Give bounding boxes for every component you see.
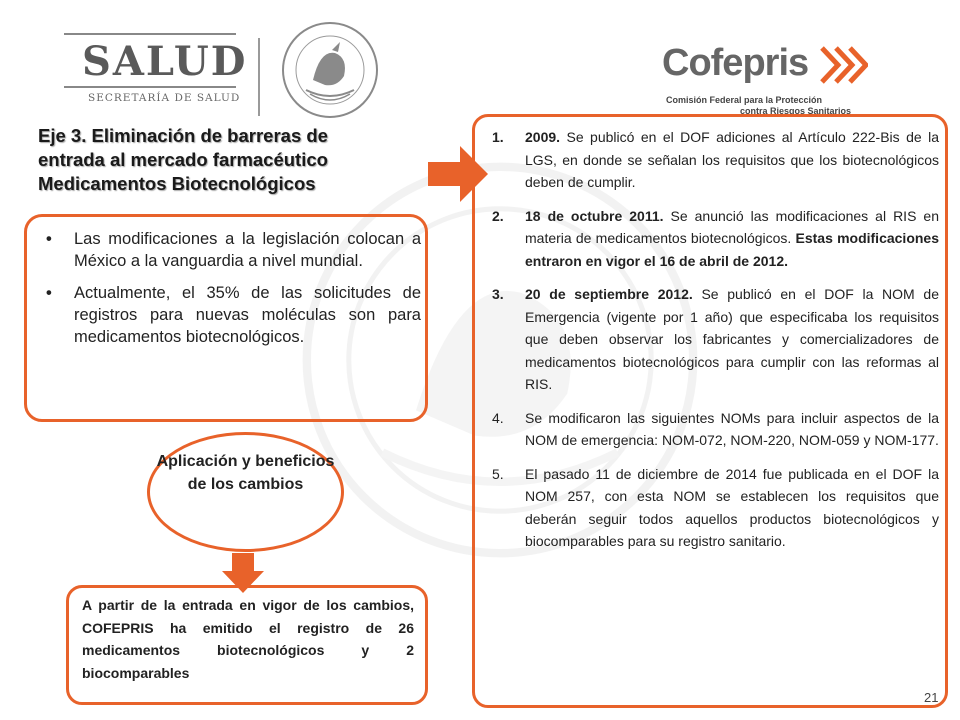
timeline-list <box>492 126 939 564</box>
timeline-item-lead: 18 de octubre 2011. <box>525 207 664 224</box>
timeline-item-number: 2. <box>492 207 504 224</box>
timeline-item <box>492 463 939 553</box>
timeline-item-number: 1. <box>492 129 504 145</box>
cofepris-logo-word: Cofepris <box>662 42 809 84</box>
bullet-marker: • <box>46 230 52 248</box>
logo-divider <box>258 38 260 116</box>
timeline-item-text: Se publicó en el DOF adiciones al Artículo 222-Bis de la LGS, en donde se señalan los requisitos que los biotecnológicos deben de cumplir. <box>525 129 939 190</box>
timeline-item <box>492 126 939 194</box>
timeline-item <box>492 407 939 452</box>
timeline-item-number: 4. <box>492 409 504 426</box>
timeline-item-text: Se modificaron las siguientes NOMs para incluir aspectos de la NOM de emergencia: NOM-072, NOM-220, NOM-059 y NOM-177. <box>525 409 939 448</box>
chevrons-icon <box>820 44 868 86</box>
bullet-item <box>46 282 421 348</box>
page-number: 21 <box>924 690 939 705</box>
timeline-item-tail: Estas modificaciones entraron en vigor el 16 de abril de 2012. <box>525 230 939 269</box>
bullet-text: Actualmente, el 35% de las solicitudes de registros para nuevas moléculas son para medicamentos biotecnológicos. <box>74 284 421 346</box>
bullet-text: Las modificaciones a la legislación colocan a México a la vanguardia a nivel mundial. <box>74 230 421 270</box>
cofepris-logo-subtitle-1: Comisión Federal para la Protección <box>666 95 823 105</box>
salud-logo-word: SALUD <box>82 38 248 85</box>
slide-title-line-3: Medicamentos Biotecnológicos <box>38 173 316 194</box>
timeline-item <box>492 283 939 396</box>
salud-logo-subtitle: SECRETARÍA DE SALUD <box>88 92 241 104</box>
coat-of-arms-seal-icon <box>280 20 380 120</box>
slide-title <box>38 124 398 196</box>
slide-title-line-2: entrada al mercado farmacéutico <box>38 149 328 170</box>
timeline-item-lead: 20 de septiembre 2012. <box>525 286 693 302</box>
timeline-item <box>492 205 939 273</box>
bullet-marker: • <box>46 284 52 302</box>
timeline-item-number: 3. <box>492 286 504 302</box>
timeline-item-text: Se anunció las modificaciones al RIS en materia de medicamentos biotecnológicos. <box>525 207 939 246</box>
cofepris-logo-subtitle-2: contra Riesgos Sanitarios <box>740 106 852 116</box>
result-text: A partir de la entrada en vigor de los cambios, COFEPRIS ha emitido el registro de 26 medicamentos biotecnológicos y 2 biocomparables <box>82 597 414 681</box>
slide-title-line-1: Eje 3. Eliminación de barreras de <box>38 125 328 146</box>
timeline-item-text: El pasado 11 de diciembre de 2014 fue publicada en el DOF la NOM 257, con esta NOM se establecen los requisitos que deberán seguir todos aquellos productos biotecnológicos y biocomparables para su registro sanitario. <box>525 465 939 549</box>
bullet-list <box>46 228 421 358</box>
timeline-item-number: 5. <box>492 465 504 482</box>
benefits-ellipse-label: Aplicación y beneficios de los cambios <box>156 453 335 493</box>
timeline-item-text: Se publicó en el DOF la NOM de Emergencia (vigente por 1 año) que especificaba los requisitos que deben observar los fabricantes y comercializadores de medicamentos biotecnológicos para cumplir con las reformas al RIS. <box>525 286 939 392</box>
salud-logo-rule-mid <box>64 86 236 90</box>
timeline-item-lead: 2009. <box>525 129 561 145</box>
bullet-item <box>46 228 421 272</box>
